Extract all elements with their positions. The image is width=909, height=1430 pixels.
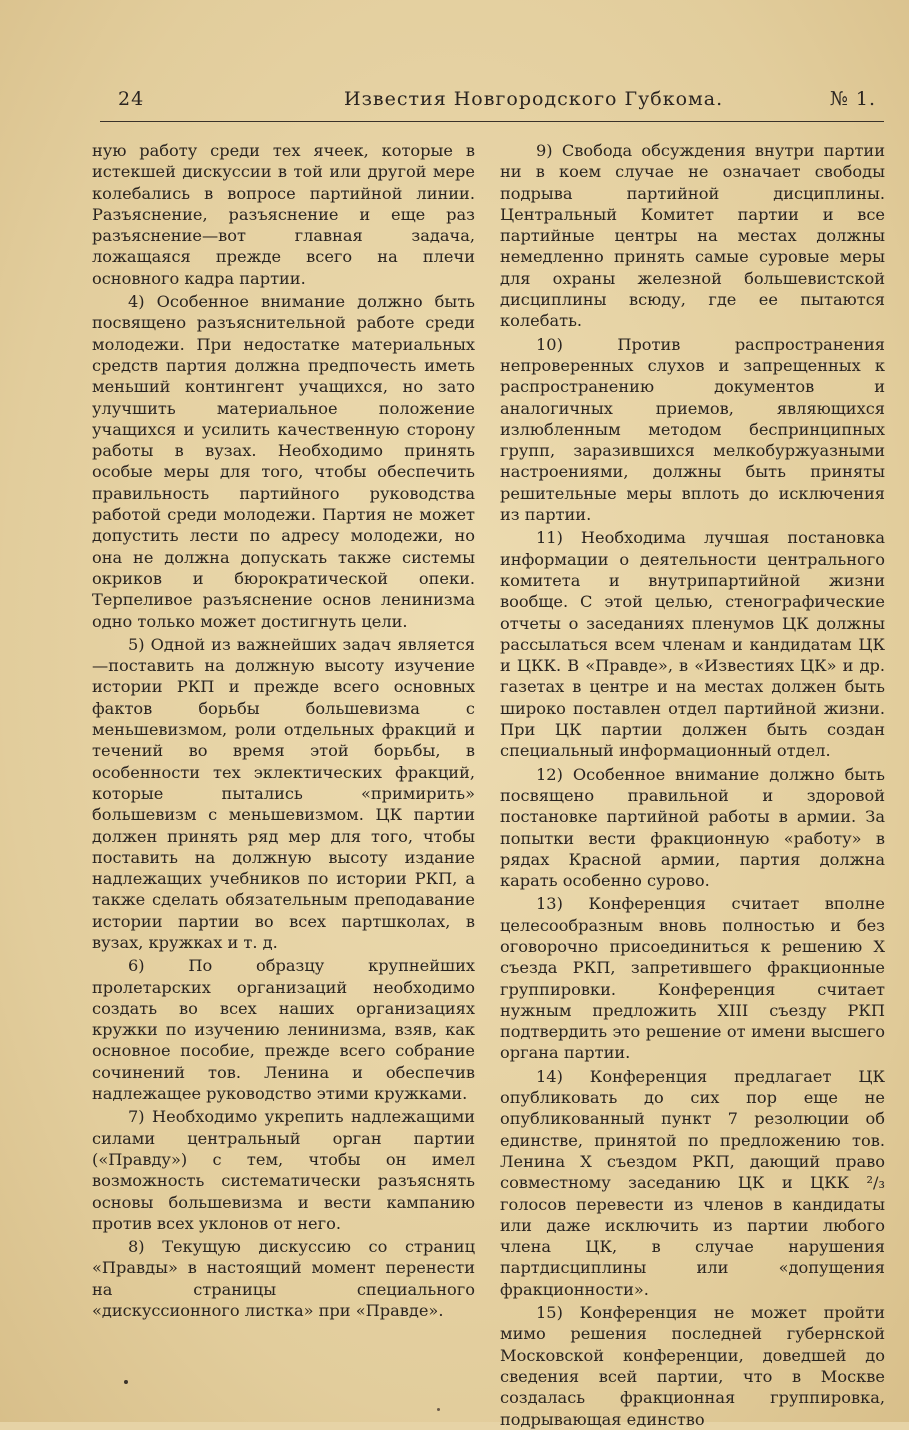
right-column — [500, 140, 885, 1430]
paragraph-item-10: 10) Против распространения непроверенных слухов и запрещенных к распространению документов и аналогичных приемов, являющихся излюбленным методом беспринципных групп, заразившихся мелкобуржуазными настроениями, должны быть приняты решительные меры вплоть до исключения из партии. — [500, 334, 885, 525]
paragraph-item-8: 8) Текущую дискуссию со страниц «Правды» в настоящий момент перенести на страницы специального «дискуссионного листка» при «Правде». — [92, 1237, 475, 1321]
paragraph-item-4: 4) Особенное внимание должно быть посвящено разъяснительной работе среди молодежи. При недостатке материальных средств партия должна предпочесть иметь меньший контингент учащихся, но зато улучшить материальное положение учащихся и усилить качественную сторону работы в вузах. Необходимо принять особые меры для того, чтобы обеспечить правильность партийного руководства работой среди молодежи. Партия не может допустить лести по адресу молодежи, но она не должна допускать также системы окриков и бюрократической опеки. Терпеливое разъяснение основ ленинизма одно только может достигнуть цели. — [92, 292, 475, 631]
issue-number: № 1. — [829, 88, 876, 110]
journal-title: Известия Новгородского Губкома. — [344, 88, 724, 110]
paragraph-item-15: 15) Конференция не может пройти мимо решения последней губернской Московской конференции, доведшей до сведения всей партии, что в Москве создалась фракционная группировка, подрывающая единство — [500, 1303, 885, 1429]
paragraph-item-5: 5) Одной из важнейших задач является—поставить на должную высоту изучение истории РКП и прежде всего основных фактов борьбы большевизма с меньшевизмом, роли отдельных фракций и течений во время этой борьбы, в особенности тех эклектических фракций, которые пытались «примирить» большевизм с меньшевизмом. ЦК партии должен принять ряд мер для того, чтобы поставить на должную высоту издание надлежащих учебников по истории РКП, а также сделать обязательным преподавание истории партии во всех партшколах, в вузах, кружках и т. д. — [92, 634, 475, 952]
paragraph-item-13: 13) Конференция считает вполне целесообразным вновь полностью и без оговорочно присоединиться к решению X съезда РКП, запретившего фракционные группировки. Конференция считает нужным предложить XIII съезду РКП подтвердить это решение от имени высшего органа партии. — [500, 894, 885, 1063]
print-speck — [437, 1408, 440, 1411]
paragraph-item-11: 11) Необходима лучшая постановка информации о деятельности центрального комитета и внутрипартийной жизни вообще. С этой целью, стенографические отчеты о заседаниях пленумов ЦК должны рассылаться всем членам и кандидатам ЦК и ЦКК. В «Правде», в «Известиях ЦК» и др. газетах в центре и на местах должен быть широко поставлен отдел партийной жизни. При ЦК партии должен быть создан специальный информационный отдел. — [500, 528, 885, 761]
paragraph-item-9: 9) Свобода обсуждения внутри партии ни в коем случае не означает свободы подрыва партийной дисциплины. Центральный Комитет партии и все партийные центры на местах должны немедленно принять самые суровые меры для охраны железной большевистской дисциплины всюду, где ее пытаются колебать. — [500, 141, 885, 331]
left-column — [92, 140, 475, 1321]
paragraph-item-14: 14) Конференция предлагает ЦК опубликовать до сих пор еще не опубликованный пункт 7 резолюции об единстве, принятой по предложению тов. Ленина X съездом РКП, дающий право совместному заседанию ЦК и ЦКК ²/₃ голосов перевести из членов в кандидаты или даже исключить из партии любого члена ЦК, в случае нарушения партдисциплины или «допущения фракционности». — [500, 1066, 885, 1299]
header-rule — [100, 121, 884, 122]
print-speck — [124, 1380, 128, 1384]
page-number: 24 — [118, 88, 145, 110]
paragraph-item-6: 6) По образцу крупнейших пролетарских организаций необходимо создать во всех наших организациях кружки по изучению ленинизма, взяв, как основное пособие, прежде всего собрание сочинений тов. Ленина и обеспечив надлежащее руководство этими кружками. — [92, 956, 475, 1104]
paragraph-item-7: 7) Необходимо укрепить надлежащими силами центральный орган партии («Правду») с тем, чтобы он имел возможность систематически разъяснять основы большевизма и вести кампанию против всех уклонов от него. — [92, 1107, 475, 1233]
paragraph-continuation: ную работу среди тех ячеек, которые в истекшей дискуссии в той или другой мере колебались в вопросе партийной линии. Разъяснение, разъяснение и еще раз разъяснение—вот главная задача, ложащаяся прежде всего на плечи основного кадра партии. — [92, 141, 475, 288]
paragraph-item-12: 12) Особенное внимание должно быть посвящено правильной и здоровой постановке партийной работы в армии. За попытки вести фракционную «работу» в рядах Красной армии, партия должна карать особенно сурово. — [500, 764, 885, 891]
running-header — [100, 86, 884, 120]
